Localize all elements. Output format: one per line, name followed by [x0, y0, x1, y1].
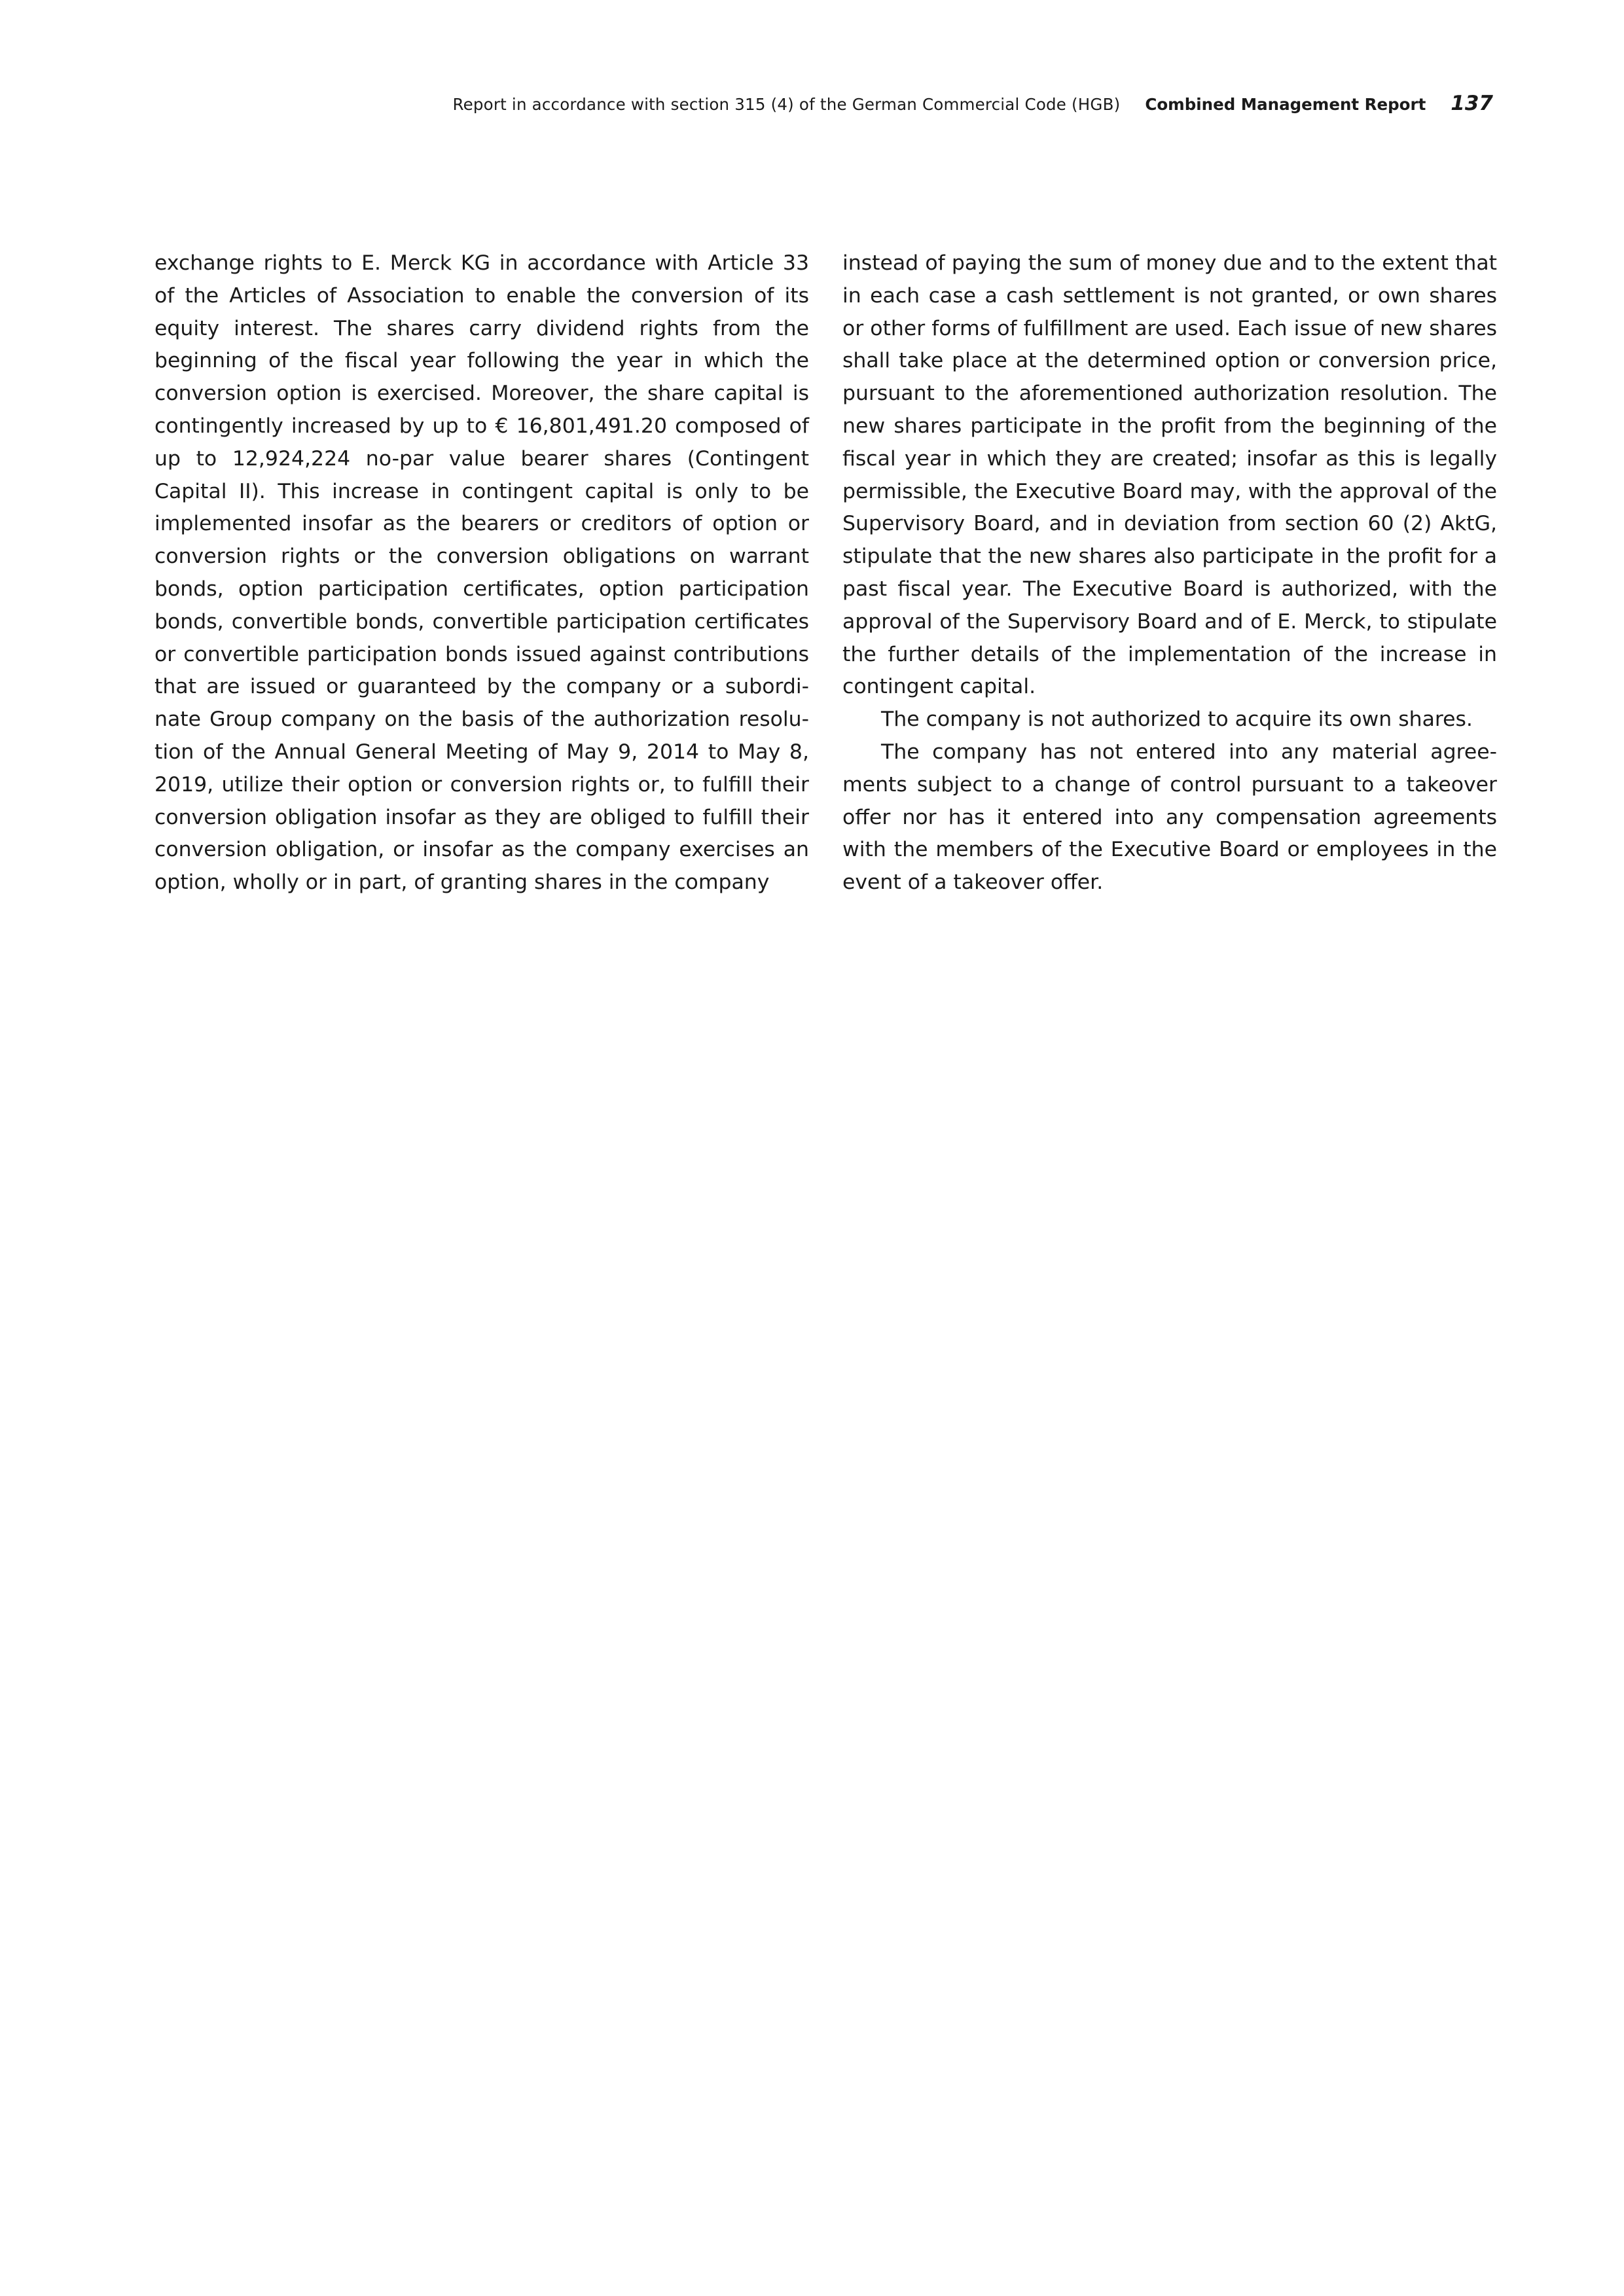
right-column [842, 247, 1497, 899]
body-paragraph: The company has not entered into any material agreements subject to a change of control pursuant to a takeover offer nor has it entered into any compensation agreements with the members of the Executive Board or employees in the event of a takeover offer. [842, 740, 1497, 895]
body-paragraph: instead of paying the sum of money due and to the extent that in each case a cash settlement is not granted, or own shares or other forms of fulfillment are used. Each issue of new shares shall take place at the determined option or conversion price, pursuant to the aforementioned authorization resolution. The new shares participate in the profit from the beginning of the fiscal year in which they are created; insofar as this is legally permissible, the Executive Board may, with the approval of the Supervisory Board, and in deviation from section 60 (2) AktG, stipulate that the new shares also participate in the profit for a past fiscal year. The Executive Board is authorized, with the approval of the Supervisory Board and of E. Merck, to stipulate the further details of the implementation of the increase in contingent capital. [842, 251, 1497, 699]
report-name: Combined Management Report [1145, 95, 1426, 114]
page-number: 137 [1451, 92, 1493, 115]
body-paragraph: The company is not authorized to acquire its own shares. [881, 708, 1473, 732]
body-paragraph: exchange rights to E. Merck KG in accordance with Article 33 of the Articles of Association to enable the conversion of its equity interest. The shares carry dividend rights from the beginning of the fiscal year following the year in which the conversion option is exercised. Moreover, the share capital is contingently increased by up to € 16,801,491.20 composed of up to 12,924,224 no-par value bearer shares (Contingent Capital II). This increase in contingent capital is only to be implemented insofar as the bearers or creditors of option or conversion rights or the conversion obligations on warrant bonds, option participation certificates, option participation bonds, convertible bonds, convertible participation certificates or convertible participation bonds issued against contributions that are issued or guaranteed by the company or a subordinate Group company on the basis of the authorization resolution of the Annual General Meeting of May 9, 2014 to May 8, 2019, utilize their option or conversion rights or, to fulfill their conversion obligation insofar as they are obliged to fulfill their conversion obligation, or insofar as the company exercises an option, wholly or in part, of granting shares in the company [154, 251, 809, 895]
section-reference: Report in accordance with section 315 (4) of the German Commercial Code (HGB) [452, 95, 1121, 114]
left-column [154, 247, 809, 899]
running-header [453, 92, 1493, 115]
